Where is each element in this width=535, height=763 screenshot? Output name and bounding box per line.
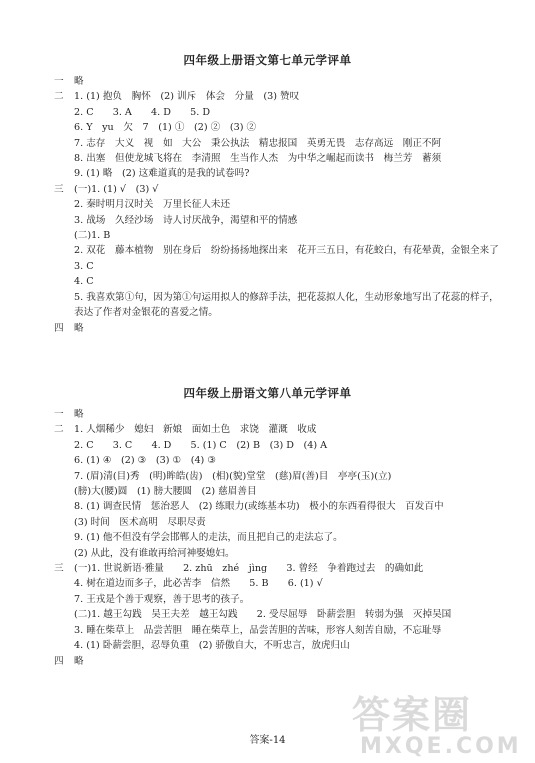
answer-row xyxy=(54,259,504,274)
answer-row xyxy=(54,469,504,484)
answer-row xyxy=(54,120,504,135)
question-number: 一 xyxy=(54,409,64,420)
answer-text: 8. (1) 调查民情 惩治恶人 (2) 练眼力(或练基本功) 极小的东西看得很大 百发百中 xyxy=(74,501,444,513)
answer-text: 3. C xyxy=(74,260,94,272)
answer-text: 4. 树在道边而多子，此必苦李 信然 5. B 6. (1) √ xyxy=(74,578,323,590)
question-number xyxy=(54,576,74,591)
question-number xyxy=(54,197,74,212)
answer-row xyxy=(54,89,504,104)
watermark-site: MXQE.COM xyxy=(360,734,522,759)
answer-text: 6. Y yu 欠 7 (1) ① (2) ② (3) ② xyxy=(74,122,257,134)
question-number xyxy=(54,259,74,274)
answer-text: 7. 王戎是个善于观察，善于思考的孩子。 xyxy=(74,593,250,605)
answer-text: (二)1. 越王勾践 吴王夫差 越王勾践 2. 受尽屈辱 卧薪尝胆 转弱为强 灭掉吴国 xyxy=(74,609,452,621)
question-number: 二 xyxy=(54,424,64,436)
answer-row xyxy=(54,453,504,468)
answer-row xyxy=(54,243,504,258)
answer-row xyxy=(54,438,504,453)
answer-row xyxy=(54,499,504,514)
answer-row xyxy=(54,561,504,576)
question-number xyxy=(54,592,74,607)
question-number xyxy=(54,546,74,561)
answer-text: 1. (1) 抱负 胸怀 (2) 训斥 体会 分量 (3) 赞叹 xyxy=(74,91,300,103)
answer-text: 2. C 3. C 4. D 5. (1) C (2) B (3) D (4) A xyxy=(74,439,328,451)
question-number xyxy=(54,274,74,289)
answer-row xyxy=(54,638,504,653)
answer-row xyxy=(54,546,504,561)
question-number xyxy=(54,530,74,545)
unit8-title: 四年级上册语文第八单元学评单 xyxy=(183,386,352,400)
answer-row xyxy=(54,290,504,321)
question-number xyxy=(54,136,74,151)
answer-row xyxy=(54,515,504,530)
watermark-text: 答案圈 xyxy=(352,693,473,737)
unit7-answers xyxy=(54,74,504,336)
answer-row xyxy=(54,182,504,197)
question-number xyxy=(54,105,74,120)
question-number xyxy=(54,607,74,622)
answer-text: 9. (1) 略 (2) 这难道真的是我的试卷吗? xyxy=(74,168,250,180)
answer-row xyxy=(54,213,504,228)
answer-text: 4. (1) 卧薪尝胆，忍辱负重 (2) 骄傲自大，不听忠言，放虎归山 xyxy=(74,640,350,652)
answer-text: (一)1. 世说新语·雅量 2. zhū zhé jìng 3. 曾经 争着跑过去 的确如此 xyxy=(74,563,424,575)
question-number xyxy=(54,515,74,530)
watermark-logo xyxy=(352,695,532,763)
question-number xyxy=(54,484,74,499)
answer-row xyxy=(54,228,504,243)
answer-text: 7. 志存 大义 视 如 大公 秉公执法 精忠报国 英勇无畏 志存高远 刚正不阿 xyxy=(74,137,442,149)
answer-text: 1. 人烟稀少 媳妇 新娘 面如土色 求饶 灌溉 收成 xyxy=(74,424,317,436)
answer-text: 略 xyxy=(74,655,84,667)
answer-row xyxy=(54,607,504,622)
answer-text: (3) 时间 医术高明 尽职尽责 xyxy=(74,516,206,528)
answer-text: 略 xyxy=(74,76,84,87)
answer-text: 略 xyxy=(74,322,84,334)
answer-text: 5. 我喜欢第①句，因为第①句运用拟人的修辞手法，把花蕊拟人化，生动形象地写出了花蕊的样子，表达了作者对金银花的喜爱之情。 xyxy=(74,291,499,319)
answer-row xyxy=(54,484,504,499)
answer-text: 3. 睡在柴草上 品尝苦胆 睡在柴草上，品尝苦胆的苦味，形容人刻苦自励，不忘耻辱 xyxy=(74,624,442,636)
question-number: 四 xyxy=(54,322,64,334)
question-number xyxy=(54,290,74,321)
question-number: 四 xyxy=(54,655,64,667)
answer-text: (一)1. (1) √ (3) √ xyxy=(74,183,159,195)
answer-row xyxy=(54,407,504,422)
question-number: 二 xyxy=(54,91,64,103)
answer-text: 3. 战场 久经沙场 诗人讨厌战争，渴望和平的情感 xyxy=(74,214,298,226)
answer-row xyxy=(54,74,504,89)
answer-row xyxy=(54,151,504,166)
unit7-title: 四年级上册语文第七单元学评单 xyxy=(183,53,352,67)
unit8-answers xyxy=(54,407,504,669)
answer-row xyxy=(54,197,504,212)
page-footer: 答案-14 xyxy=(249,735,286,746)
answer-row xyxy=(54,654,504,669)
answer-row xyxy=(54,576,504,591)
question-number xyxy=(54,151,74,166)
answer-text: 2. 双花 藤本植物 别在身后 纷纷扬扬地探出来 花开三五日，有花蛟白，有花晕黄，金银全来了 xyxy=(74,245,499,257)
answer-text: (2) 从此，没有谁敢再给河神娶媳妇。 xyxy=(74,547,235,559)
answer-row xyxy=(54,105,504,120)
answer-text: (二)1. B xyxy=(74,230,111,242)
answer-row xyxy=(54,592,504,607)
answer-text: 4. C xyxy=(74,276,94,288)
question-number xyxy=(54,243,74,258)
answer-row xyxy=(54,530,504,545)
question-number xyxy=(54,228,74,243)
answer-row xyxy=(54,321,504,336)
answer-row xyxy=(54,274,504,289)
answer-text: 8. 出塞 但使龙城飞将在 李清照 生当作人杰 为中华之崛起而读书 梅兰芳 蓄须 xyxy=(74,153,442,165)
question-number xyxy=(54,120,74,135)
question-number: 三 xyxy=(54,183,64,195)
answer-text: 6. (1) ④ (2) ③ (3) ① (4) ③ xyxy=(74,455,216,467)
answer-row xyxy=(54,136,504,151)
question-number: 三 xyxy=(54,563,64,575)
question-number xyxy=(54,499,74,514)
question-number xyxy=(54,623,74,638)
question-number xyxy=(54,438,74,453)
question-number xyxy=(54,453,74,468)
answer-text: 7. (眉)清(目)秀 (明)眸皓(齿) (相)(貌)堂堂 (慈)眉(善)目 亭亭(玉)(立) xyxy=(74,470,392,482)
answer-text: 2. C 3. A 4. D 5. D xyxy=(74,106,211,118)
question-number xyxy=(54,213,74,228)
answer-row xyxy=(54,166,504,181)
answer-text: 略 xyxy=(74,409,84,420)
answer-text: (膀)大(腰)圆 (1) 膀大腰圆 (2) 慈眉善目 xyxy=(74,486,257,498)
answer-text: 9. (1) 他不但没有学会邯郸人的走法，而且把自己的走法忘了。 xyxy=(74,532,343,544)
answer-row xyxy=(54,623,504,638)
question-number xyxy=(54,166,74,181)
question-number xyxy=(54,469,74,484)
answer-row xyxy=(54,422,504,437)
answer-text: 2. 秦时明月汉时关 万里长征人未还 xyxy=(74,199,231,211)
question-number: 一 xyxy=(54,76,64,87)
question-number xyxy=(54,638,74,653)
